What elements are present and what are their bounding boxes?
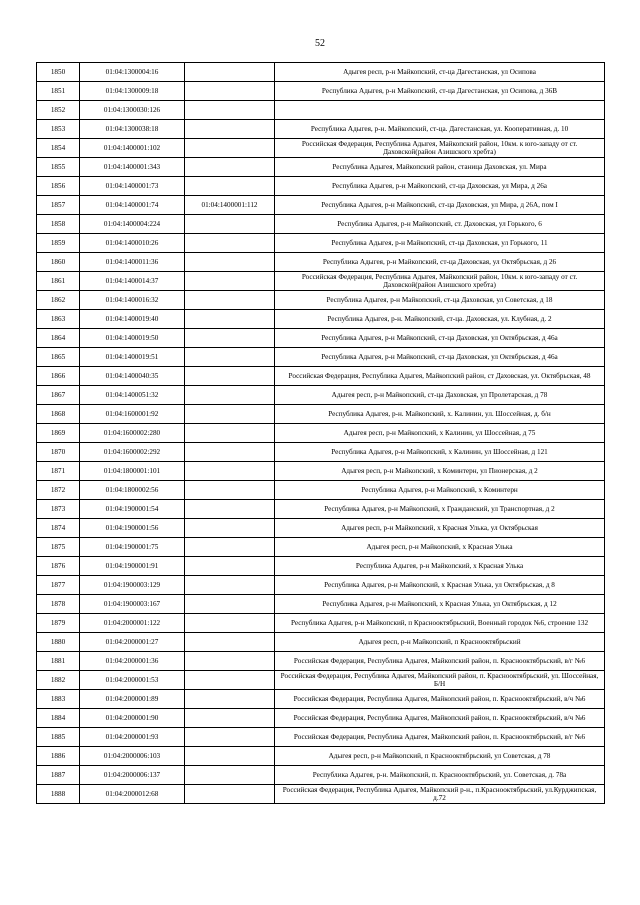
table-row xyxy=(37,234,605,253)
table-row xyxy=(37,500,605,519)
table-row xyxy=(37,728,605,747)
cadastral-number-cell: 01:04:1900001:75 xyxy=(80,538,185,557)
row-number-cell: 1881 xyxy=(37,652,80,671)
row-number-cell: 1874 xyxy=(37,519,80,538)
cadastral-number-cell: 01:04:1900001:54 xyxy=(80,500,185,519)
cadastral-number-cell: 01:04:1400019:51 xyxy=(80,348,185,367)
sub-object-number-cell xyxy=(185,500,275,519)
address-cell: Республика Адыгея, р-н Майкопский, ст-ца Даховская, ул Мира, д 26а xyxy=(275,177,605,196)
row-number-cell: 1869 xyxy=(37,424,80,443)
row-number-cell: 1875 xyxy=(37,538,80,557)
sub-object-number-cell xyxy=(185,405,275,424)
cadastral-number-cell: 01:04:2000001:89 xyxy=(80,690,185,709)
row-number-cell: 1872 xyxy=(37,481,80,500)
row-number-cell: 1878 xyxy=(37,595,80,614)
cadastral-number-cell: 01:04:2000001:36 xyxy=(80,652,185,671)
address-cell: Республика Адыгея, Майкопский район, станица Даховская, ул. Мира xyxy=(275,158,605,177)
address-cell: Российская Федерация, Республика Адыгея, Майкопский район, п. Краснооктябрьский, в/г №6 xyxy=(275,652,605,671)
table-row xyxy=(37,253,605,272)
cadastral-number-cell: 01:04:1400001:343 xyxy=(80,158,185,177)
table-row xyxy=(37,785,605,804)
address-cell: Республика Адыгея, р-н Майкопский, х Красная Улька xyxy=(275,557,605,576)
row-number-cell: 1880 xyxy=(37,633,80,652)
row-number-cell: 1854 xyxy=(37,139,80,158)
cadastral-number-cell: 01:04:1600002:280 xyxy=(80,424,185,443)
registry-table xyxy=(36,62,605,804)
address-cell: Республика Адыгея, р-н Майкопский, ст-ца Дагестанская, ул Осипова, д 36В xyxy=(275,82,605,101)
sub-object-number-cell xyxy=(185,576,275,595)
cadastral-number-cell: 01:04:1800001:101 xyxy=(80,462,185,481)
row-number-cell: 1867 xyxy=(37,386,80,405)
row-number-cell: 1860 xyxy=(37,253,80,272)
cadastral-number-cell: 01:04:2000001:90 xyxy=(80,709,185,728)
cadastral-number-cell: 01:04:2000012:68 xyxy=(80,785,185,804)
row-number-cell: 1885 xyxy=(37,728,80,747)
row-number-cell: 1870 xyxy=(37,443,80,462)
address-cell: Российская Федерация, Республика Адыгея, Майкопский район, 10км. к юго-западу от ст. Даховской(район Азишского хребта) xyxy=(275,272,605,291)
table-row xyxy=(37,671,605,690)
sub-object-number-cell: 01:04:1400001:112 xyxy=(185,196,275,215)
row-number-cell: 1859 xyxy=(37,234,80,253)
row-number-cell: 1858 xyxy=(37,215,80,234)
cadastral-number-cell: 01:04:1800002:56 xyxy=(80,481,185,500)
address-cell: Республика Адыгея, р-н Майкопский, ст-ца Даховская, ул Октябрьская, д 46а xyxy=(275,329,605,348)
sub-object-number-cell xyxy=(185,633,275,652)
table-row xyxy=(37,595,605,614)
address-cell: Адыгея респ, р-н Майкопский, х Коминтерн, ул Пионерская, д 2 xyxy=(275,462,605,481)
table-row xyxy=(37,709,605,728)
address-cell: Российская Федерация, Республика Адыгея, Майкопский район, ст Даховская, ул. Октябрьская, 48 xyxy=(275,367,605,386)
sub-object-number-cell xyxy=(185,272,275,291)
cadastral-number-cell: 01:04:1900003:167 xyxy=(80,595,185,614)
cadastral-number-cell: 01:04:1400010:26 xyxy=(80,234,185,253)
address-cell: Российская Федерация, Республика Адыгея, Майкопский район, п. Краснооктябрьский, ул. Шоссейная, Б/Н xyxy=(275,671,605,690)
address-cell: Республика Адыгея, р-н Майкопский, х Калинин, ул Шоссейная, д 121 xyxy=(275,443,605,462)
address-cell: Российская Федерация, Республика Адыгея, Майкопский район, п. Краснооктябрьский, в/ч №6 xyxy=(275,709,605,728)
row-number-cell: 1853 xyxy=(37,120,80,139)
address-cell: Республика Адыгея, р-н Майкопский, х Коминтерн xyxy=(275,481,605,500)
address-cell: Адыгея респ, р-н Майкопский, п Краснооктябрьский xyxy=(275,633,605,652)
sub-object-number-cell xyxy=(185,139,275,158)
cadastral-number-cell: 01:04:1600001:92 xyxy=(80,405,185,424)
table-row xyxy=(37,481,605,500)
table-row xyxy=(37,120,605,139)
cadastral-number-cell: 01:04:1400019:50 xyxy=(80,329,185,348)
cadastral-number-cell: 01:04:2000001:53 xyxy=(80,671,185,690)
table-row xyxy=(37,538,605,557)
row-number-cell: 1871 xyxy=(37,462,80,481)
sub-object-number-cell xyxy=(185,348,275,367)
cadastral-number-cell: 01:04:1400011:36 xyxy=(80,253,185,272)
cadastral-number-cell: 01:04:1400040:35 xyxy=(80,367,185,386)
cadastral-number-cell: 01:04:1300030:126 xyxy=(80,101,185,120)
address-cell: Республика Адыгея, р-н. Майкопский, ст-ца. Дагестанская, ул. Кооперативная, д. 10 xyxy=(275,120,605,139)
table-row xyxy=(37,747,605,766)
address-cell: Республика Адыгея, р-н Майкопский, п Краснооктябрьский, Военный городок №6, строение 132 xyxy=(275,614,605,633)
cadastral-number-cell: 01:04:2000006:103 xyxy=(80,747,185,766)
table-row xyxy=(37,462,605,481)
sub-object-number-cell xyxy=(185,709,275,728)
sub-object-number-cell xyxy=(185,519,275,538)
row-number-cell: 1861 xyxy=(37,272,80,291)
address-cell: Российская Федерация, Республика Адыгея, Майкопский р-н., п.Краснооктябрьский, ул.Курджипская, д.72 xyxy=(275,785,605,804)
cadastral-number-cell: 01:04:2000001:27 xyxy=(80,633,185,652)
address-cell: Республика Адыгея, р-н Майкопский, ст. Даховская, ул Горького, 6 xyxy=(275,215,605,234)
row-number-cell: 1883 xyxy=(37,690,80,709)
cadastral-number-cell: 01:04:1400001:102 xyxy=(80,139,185,158)
cadastral-number-cell: 01:04:1600002:292 xyxy=(80,443,185,462)
sub-object-number-cell xyxy=(185,557,275,576)
sub-object-number-cell xyxy=(185,386,275,405)
table-row xyxy=(37,348,605,367)
table-row xyxy=(37,614,605,633)
address-cell: Адыгея респ, р-н Майкопский, п Краснооктябрьский, ул Советская, д 78 xyxy=(275,747,605,766)
table-row xyxy=(37,177,605,196)
sub-object-number-cell xyxy=(185,120,275,139)
address-cell: Республика Адыгея, р-н Майкопский, ст-ца Даховская, ул Октябрьская, д 26 xyxy=(275,253,605,272)
registry-table-body xyxy=(37,63,605,804)
address-cell: Адыгея респ, р-н Майкопский, х Калинин, ул Шоссейная, д 75 xyxy=(275,424,605,443)
table-row xyxy=(37,690,605,709)
cadastral-number-cell: 01:04:2000001:122 xyxy=(80,614,185,633)
table-row xyxy=(37,519,605,538)
address-cell: Республика Адыгея, р-н Майкопский, х Гражданский, ул Транспортная, д 2 xyxy=(275,500,605,519)
sub-object-number-cell xyxy=(185,101,275,120)
cadastral-number-cell: 01:04:1400016:32 xyxy=(80,291,185,310)
table-row xyxy=(37,405,605,424)
address-cell xyxy=(275,101,605,120)
cadastral-number-cell: 01:04:1900001:56 xyxy=(80,519,185,538)
row-number-cell: 1876 xyxy=(37,557,80,576)
row-number-cell: 1851 xyxy=(37,82,80,101)
row-number-cell: 1863 xyxy=(37,310,80,329)
sub-object-number-cell xyxy=(185,177,275,196)
sub-object-number-cell xyxy=(185,728,275,747)
table-row xyxy=(37,557,605,576)
table-row xyxy=(37,63,605,82)
table-row xyxy=(37,367,605,386)
sub-object-number-cell xyxy=(185,367,275,386)
table-row xyxy=(37,329,605,348)
page-number: 52 xyxy=(315,38,325,49)
table-row xyxy=(37,576,605,595)
sub-object-number-cell xyxy=(185,234,275,253)
sub-object-number-cell xyxy=(185,595,275,614)
row-number-cell: 1887 xyxy=(37,766,80,785)
table-row xyxy=(37,291,605,310)
address-cell: Республика Адыгея, р-н Майкопский, х Красная Улька, ул Октябрьская, д 12 xyxy=(275,595,605,614)
address-cell: Республика Адыгея, р-н Майкопский, ст-ца Даховская, ул Советская, д 18 xyxy=(275,291,605,310)
row-number-cell: 1877 xyxy=(37,576,80,595)
address-cell: Адыгея респ, р-н Майкопский, х Красная Улька xyxy=(275,538,605,557)
row-number-cell: 1855 xyxy=(37,158,80,177)
row-number-cell: 1865 xyxy=(37,348,80,367)
table-row xyxy=(37,633,605,652)
table-row xyxy=(37,272,605,291)
table-row xyxy=(37,82,605,101)
row-number-cell: 1856 xyxy=(37,177,80,196)
table-row xyxy=(37,652,605,671)
sub-object-number-cell xyxy=(185,747,275,766)
sub-object-number-cell xyxy=(185,690,275,709)
cadastral-number-cell: 01:04:1300009:18 xyxy=(80,82,185,101)
address-cell: Российская Федерация, Республика Адыгея, Майкопский район, 10км. к юго-западу от ст. Даховской(район Азишского хребта) xyxy=(275,139,605,158)
cadastral-number-cell: 01:04:1400014:37 xyxy=(80,272,185,291)
sub-object-number-cell xyxy=(185,443,275,462)
row-number-cell: 1850 xyxy=(37,63,80,82)
table-row xyxy=(37,101,605,120)
cadastral-number-cell: 01:04:1300038:18 xyxy=(80,120,185,139)
cadastral-number-cell: 01:04:1900001:91 xyxy=(80,557,185,576)
cadastral-number-cell: 01:04:1400001:73 xyxy=(80,177,185,196)
row-number-cell: 1852 xyxy=(37,101,80,120)
sub-object-number-cell xyxy=(185,766,275,785)
sub-object-number-cell xyxy=(185,462,275,481)
table-row xyxy=(37,766,605,785)
row-number-cell: 1873 xyxy=(37,500,80,519)
table-row xyxy=(37,158,605,177)
address-cell: Республика Адыгея, р-н Майкопский, ст-ца Даховская, ул Горького, 11 xyxy=(275,234,605,253)
sub-object-number-cell xyxy=(185,329,275,348)
table-row xyxy=(37,196,605,215)
address-cell: Республика Адыгея, р-н Майкопский, ст-ца Даховская, ул Мира, д 26А, пом I xyxy=(275,196,605,215)
address-cell: Республика Адыгея, р-н. Майкопский, х. Калинин, ул. Шоссейная, д. б/н xyxy=(275,405,605,424)
table-row xyxy=(37,386,605,405)
table-row xyxy=(37,424,605,443)
row-number-cell: 1868 xyxy=(37,405,80,424)
sub-object-number-cell xyxy=(185,310,275,329)
sub-object-number-cell xyxy=(185,481,275,500)
sub-object-number-cell xyxy=(185,215,275,234)
table-row xyxy=(37,443,605,462)
cadastral-number-cell: 01:04:2000006:137 xyxy=(80,766,185,785)
row-number-cell: 1857 xyxy=(37,196,80,215)
cadastral-number-cell: 01:04:1400051:32 xyxy=(80,386,185,405)
row-number-cell: 1886 xyxy=(37,747,80,766)
sub-object-number-cell xyxy=(185,538,275,557)
cadastral-number-cell: 01:04:2000001:93 xyxy=(80,728,185,747)
row-number-cell: 1884 xyxy=(37,709,80,728)
sub-object-number-cell xyxy=(185,253,275,272)
row-number-cell: 1864 xyxy=(37,329,80,348)
sub-object-number-cell xyxy=(185,291,275,310)
table-row xyxy=(37,310,605,329)
sub-object-number-cell xyxy=(185,652,275,671)
cadastral-number-cell: 01:04:1900003:129 xyxy=(80,576,185,595)
sub-object-number-cell xyxy=(185,785,275,804)
cadastral-number-cell: 01:04:1300004:16 xyxy=(80,63,185,82)
row-number-cell: 1882 xyxy=(37,671,80,690)
address-cell: Адыгея респ, р-н Майкопский, ст-ца Даховская, ул Пролетарская, д 78 xyxy=(275,386,605,405)
address-cell: Республика Адыгея, р-н. Майкопский, ст-ца. Даховская, ул. Клубная, д. 2 xyxy=(275,310,605,329)
cadastral-number-cell: 01:04:1400004:224 xyxy=(80,215,185,234)
row-number-cell: 1879 xyxy=(37,614,80,633)
cadastral-number-cell: 01:04:1400019:40 xyxy=(80,310,185,329)
address-cell: Российская Федерация, Республика Адыгея, Майкопский район, п. Краснооктябрьский, в/г №6 xyxy=(275,728,605,747)
address-cell: Адыгея респ, р-н Майкопский, х Красная Улька, ул Октябрьская xyxy=(275,519,605,538)
row-number-cell: 1866 xyxy=(37,367,80,386)
table-row xyxy=(37,139,605,158)
address-cell: Республика Адыгея, р-н. Майкопский, п. Краснооктябрьский, ул. Советская, д. 78а xyxy=(275,766,605,785)
cadastral-number-cell: 01:04:1400001:74 xyxy=(80,196,185,215)
sub-object-number-cell xyxy=(185,671,275,690)
sub-object-number-cell xyxy=(185,424,275,443)
address-cell: Адыгея респ, р-н Майкопский, ст-ца Дагестанская, ул Осипова xyxy=(275,63,605,82)
table-row xyxy=(37,215,605,234)
sub-object-number-cell xyxy=(185,614,275,633)
row-number-cell: 1862 xyxy=(37,291,80,310)
sub-object-number-cell xyxy=(185,63,275,82)
sub-object-number-cell xyxy=(185,82,275,101)
address-cell: Российская Федерация, Республика Адыгея, Майкопский район, п. Краснооктябрьский, в/ч №6 xyxy=(275,690,605,709)
address-cell: Республика Адыгея, р-н Майкопский, ст-ца Даховская, ул Октябрьская, д 46а xyxy=(275,348,605,367)
sub-object-number-cell xyxy=(185,158,275,177)
address-cell: Республика Адыгея, р-н Майкопский, х Красная Улька, ул Октябрьская, д 8 xyxy=(275,576,605,595)
row-number-cell: 1888 xyxy=(37,785,80,804)
